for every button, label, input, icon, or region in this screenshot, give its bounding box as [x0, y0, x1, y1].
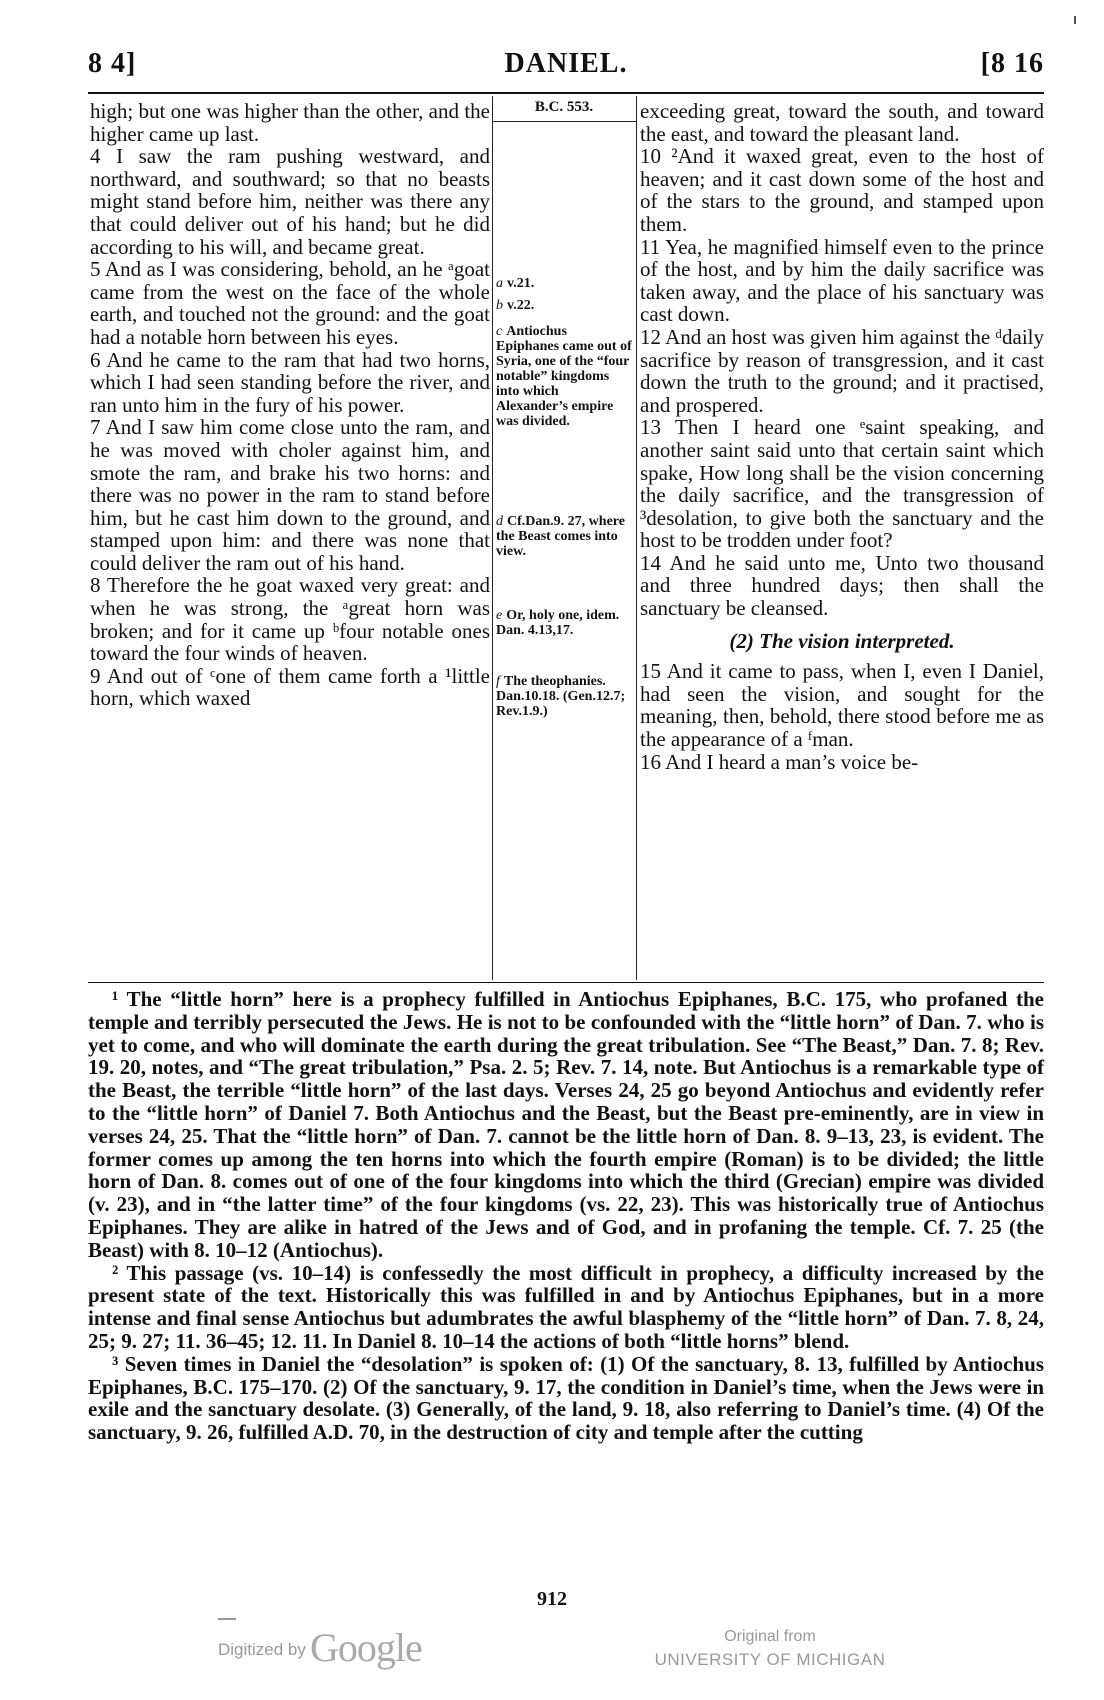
margin-ref-f: [496, 674, 632, 719]
header-chapter-verse-start: 8 4]: [88, 48, 137, 79]
footnote-rule: [88, 982, 1044, 983]
verse-paragraph: 13 Then I heard one ᵉsaint speaking, and another saint said unto that certain saint which spake, How long shall be the vision concerning the daily sacrifice, and the transgression of ³desolation, to give both the sanctuary and the host to be trodden under foot?: [640, 415, 1044, 553]
verse-paragraph: 15 And it came to pass, when I, even I Daniel, had seen the vision, and sought for the meaning, then, behold, there stood before me as the appearance of a ᶠman.: [640, 659, 1044, 752]
footnotes: [88, 988, 1044, 1444]
digitized-by-label: Digitized by: [218, 1640, 306, 1659]
original-from-label: Original from: [724, 1628, 816, 1645]
page-number: 912: [537, 1588, 567, 1610]
margin-ref-a: [496, 276, 632, 291]
scan-corner-mark: [1074, 16, 1076, 24]
ref-text: v.22.: [507, 298, 535, 313]
verse-paragraph: 7 And I saw him come close unto the ram, and he was moved with choler against him, and smote the ram, and brake his two horns: and there was no power in the ram to stand before him, but he cast him down to the ground, and stamped upon him: and there was none that could deliver the ram out of his hand.: [90, 415, 490, 575]
university-label: UNIVERSITY OF MICHIGAN: [654, 1650, 886, 1669]
left-column-divider: [492, 96, 493, 980]
margin-date: B.C. 553.: [492, 100, 636, 122]
footnote-2: ² This passage (vs. 10–14) is confessedly the most difficult in prophecy, a difficulty increased by the present state of the text. Historically this was fulfilled in and by Antiochus Epiphanes, but in a more intense and final sense Antiochus but adumbrates the awful blasphemy of the “little horn” of Dan. 7. 8, 24, 25; 9. 27; 11. 36–45; 12. 11. In Daniel 8. 10–14 the actions of both “little horns” blend.: [88, 1260, 1044, 1353]
verse-paragraph: 9 And out of ᶜone of them came forth a ¹little horn, which waxed: [90, 663, 490, 711]
verse-paragraph: 14 And he said unto me, Unto two thousand and three hundred days; then shall the sanctuary be cleansed.: [640, 550, 1044, 621]
margin-ref-c: [496, 324, 632, 429]
ref-mark: a: [496, 276, 503, 291]
margin-reference-column: [496, 99, 632, 719]
watermark-tick: [218, 1618, 236, 1620]
verse-paragraph: 12 And an host was given him against the ᵈdaily sacrifice by reason of transgression, and it cast down the truth to the ground; and it practised, and prospered.: [640, 324, 1044, 417]
ref-mark: c: [496, 324, 503, 339]
google-logo: Google: [310, 1625, 422, 1670]
right-text-column: [640, 100, 1044, 980]
margin-ref-b: [496, 298, 632, 313]
header-rule: [88, 92, 1044, 94]
verse-paragraph: 6 And he came to the ram that had two horns, which I had seen standing before the river, and ran unto him in the fury of his power.: [90, 347, 490, 417]
verse-paragraph: 4 I saw the ram pushing westward, and northward, and southward; so that no beasts might stand before him, neither was there any that could deliver out of his hand; but he did according to his will, and became great.: [90, 144, 490, 259]
ref-mark: d: [496, 514, 503, 529]
ref-mark: f: [496, 674, 500, 689]
footnote-1: ¹ The “little horn” here is a prophecy fulfilled in Antiochus Epiphanes, B.C. 175, who profaned the temple and terribly persecuted the Jews. He is not to be confounded with the “little horn” of Dan. 7. who is yet to come, and who will dominate the earth during the great tribulation. See “The Beast,” Dan. 7. 8; Rev. 19. 20, notes, and “The great tribulation,” Psa. 2. 5; Rev. 7. 14, note. But Antiochus is a remarkable type of the Beast, the terrible “little horn” of the last days. Verses 24, 25 go beyond Antiochus and evidently refer to the “little horn” of Daniel 7. Both Antiochus and the Beast, but the Beast pre-eminently, are in view in verses 24, 25. That the “little horn” of Dan. 7. cannot be the little horn of Dan. 8. 9–13, 23, is evident. The former comes up among the ten horns into which the fourth empire (Roman) is to be divided; the little horn of Dan. 8. comes out of one of the four kingdoms into which the third (Grecian) empire was divided (v. 23), and in “the latter time” of the four kingdoms (vs. 22, 23). This was historically true of Antiochus Epiphanes. They are alike in hatred of the Jews and of God, and in profaning the temple. Cf. 7. 25 (the Beast) with 8. 10–12 (Antiochus).: [88, 987, 1044, 1262]
ref-mark: b: [496, 298, 503, 313]
ref-text: Antiochus Epiphanes came out of Syria, one of the “four notable” kingdoms into which Alexander’s empire was divided.: [496, 324, 632, 429]
header-chapter-verse-end: [8 16: [980, 48, 1044, 79]
verse-paragraph: 11 Yea, he magnified himself even to the prince of the host, and by him the daily sacrifice was taken away, and the place of his sanctuary was cast down.: [640, 234, 1044, 327]
right-column-divider: [636, 96, 637, 980]
ref-mark: e: [496, 608, 503, 623]
section-heading: (2) The vision interpreted.: [729, 628, 955, 653]
verse-paragraph: 8 Therefore the he goat waxed very great: and when he was strong, the ᵃgreat horn was broken; and for it came up ᵇfour notable ones toward the four winds of heaven.: [90, 573, 490, 666]
ref-text: v.21.: [507, 276, 535, 291]
page-header: [88, 48, 1044, 92]
verse-paragraph: high; but one was higher than the other, and the higher came up last.: [90, 100, 490, 146]
ref-text: The theophanies. Dan.10.18. (Gen.12.7; Rev.1.9.): [496, 674, 626, 719]
margin-ref-e: [496, 608, 632, 638]
verse-paragraph: exceeding great, toward the south, and toward the east, and toward the pleasant land.: [640, 100, 1044, 146]
header-book-title: DANIEL.: [504, 48, 628, 79]
left-text-column: [90, 100, 490, 980]
verse-paragraph: 10 ²And it waxed great, even to the host of heaven; and it cast down some of the host and of the stars to the ground, and stamped upon them.: [640, 144, 1044, 236]
footnote-3: ³ Seven times in Daniel the “desolation” is spoken of: (1) Of the sanctuary, 8. 13, fulfilled by Antiochus Epiphanes, B.C. 175–170. (2) Of the sanctuary, 9. 17, the condition in Daniel’s time, when the Jews were in exile and the sanctuary desolate. (3) Generally, of the land, 9. 18, also referring to Daniel’s time. (4) Of the sanctuary, 9. 26, fulfilled A.D. 70, in the destruction of city and temple after the cutting: [88, 1351, 1044, 1445]
margin-ref-d: [496, 514, 632, 559]
verse-paragraph: 16 And I heard a man’s voice be-: [640, 749, 919, 774]
ref-text: Or, holy one, idem. Dan. 4.13,17.: [496, 608, 620, 638]
ref-text: Cf.Dan.9. 27, where the Beast comes into view.: [496, 514, 625, 559]
verse-paragraph: 5 And as I was considering, behold, an he ᵃgoat came from the west on the face of the whole earth, and touched not the ground: and the goat had a notable horn between his eyes.: [90, 257, 490, 349]
